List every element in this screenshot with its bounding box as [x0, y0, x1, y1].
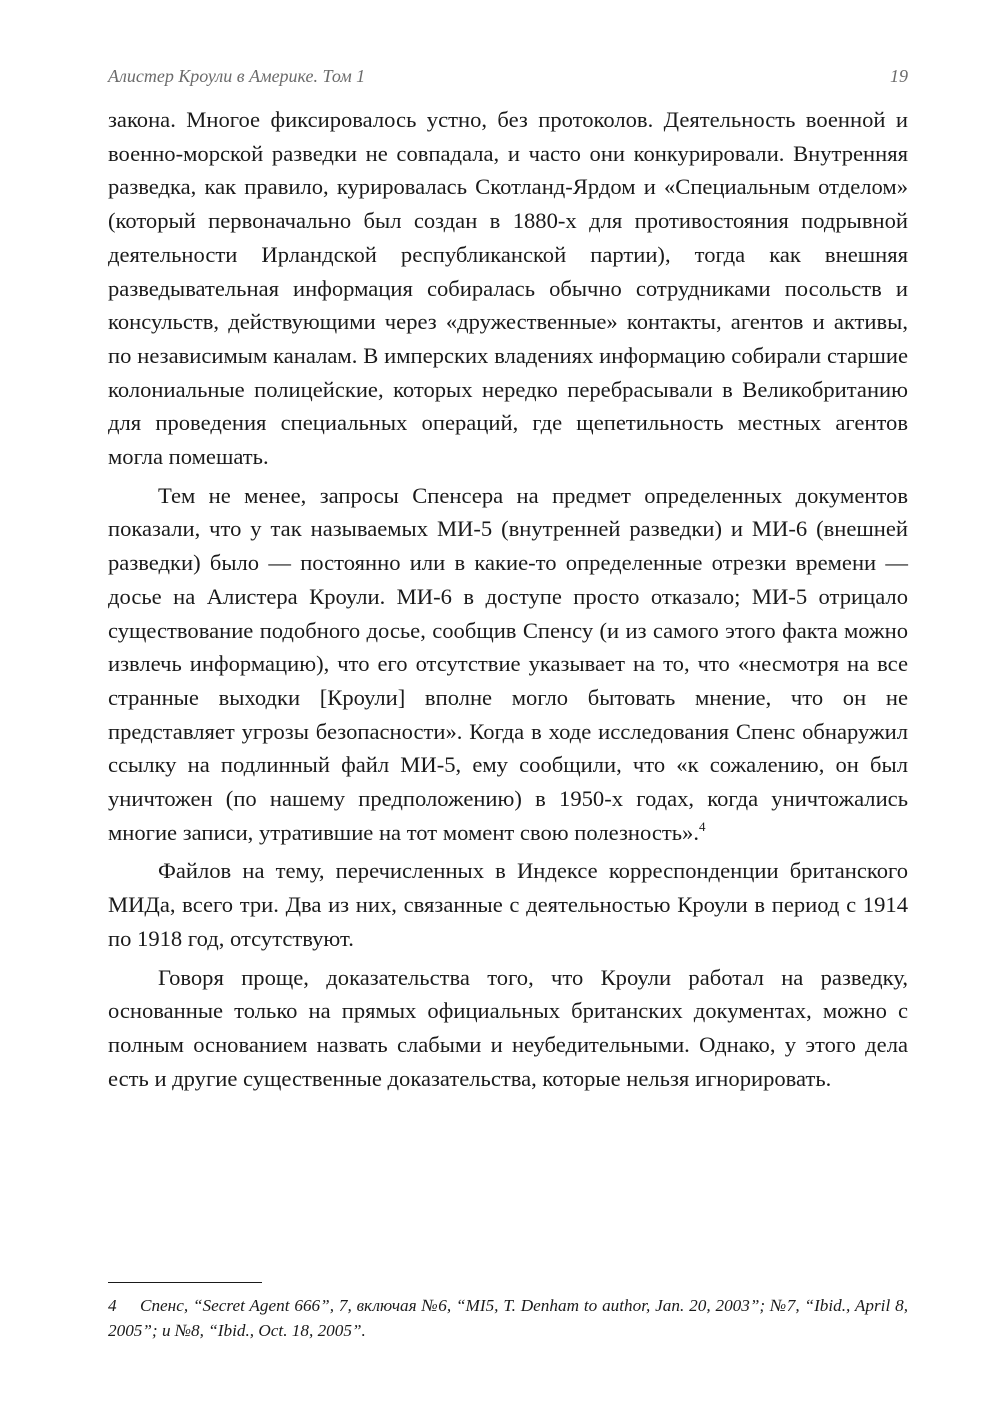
paragraph-foreign-office-files: Файлов на тему, перечисленных в Индексе корреспонденции британского МИДа, всего три. Два из них, связанные с деятельностью Кроули в период с 1914 по 1918 год, отсутствуют.	[108, 858, 908, 951]
footnote-number: 4	[108, 1296, 117, 1315]
paragraph-continued: закона. Многое фиксировалось устно, без протоколов. Деятельность военной и военно-морской разведки не совпадала, и часто они конкурировали. Внутренняя разведка, как правило, курировалась Скотланд-Ярдом и «Специальным отделом» (который первоначально был создан в 1880-х для противостояния подрывной деятельности Ирландской республиканской партии), тогда как внешняя разведывательная информация собиралась обычно сотрудниками посольств и консульств, действующими через «дружественные» контакты, агентов и активы, по независимым каналам. В имперских владениях информацию собирали старшие колониальные полицейские, которых нередко перебрасывали в Великобританию для проведения специальных операций, где щепетильность местных агентов могла помешать.	[108, 107, 908, 470]
paragraph-mi5-mi6	[108, 479, 908, 850]
footnote-reference[interactable]: 4	[699, 818, 706, 834]
running-head	[108, 66, 908, 90]
footnote-separator	[108, 1282, 262, 1283]
main-text	[108, 103, 908, 1095]
paragraph-mi5-mi6-text: Тем не менее, запросы Спенсера на предмет определенных документов показали, что у так называемых МИ-5 (внутренней разведки) и МИ-6 (внешней разведки) было — постоянно или в какие-то определенные отрезки времени — досье на Алистера Кроули. МИ-6 в доступе просто отказало; МИ-5 отрицало существование подобного досье, сообщив Спенсу (и из самого этого факта можно извлечь информацию), что его отсутствие указывает на то, что «несмотря на все странные выходки [Кроули] вполне могло бытовать мнение, что он не представляет угрозы безопасности». Когда в ходе исследования Спенс обнаружил ссылку на подлинный файл МИ-5, ему сообщили, что «к сожалению, он был уничтожен (по нашему предположению) в 1950-х годах, когда уничтожались многие записи, утратившие на тот момент свою полезность».	[108, 482, 908, 845]
footnote	[108, 1293, 908, 1343]
footnote-text: Спенс, “Secret Agent 666”, 7, включая №6, “MI5, T. Denham to author, Jan. 20, 2003”; №7, “Ibid., April 8, 2005”; и №8, “Ibid., Oct. 18, 2005”.	[108, 1296, 908, 1340]
paragraph-conclusion: Говоря проще, доказательства того, что Кроули работал на разведку, основанные только на прямых официальных британских документах, можно с полным основанием назвать слабыми и неубедительными. Однако, у этого дела есть и другие существенные доказательства, которые нельзя игнорировать.	[108, 964, 908, 1091]
page-number: 19	[890, 66, 908, 86]
running-head-title: Алистер Кроули в Америке. Том 1	[108, 66, 366, 86]
